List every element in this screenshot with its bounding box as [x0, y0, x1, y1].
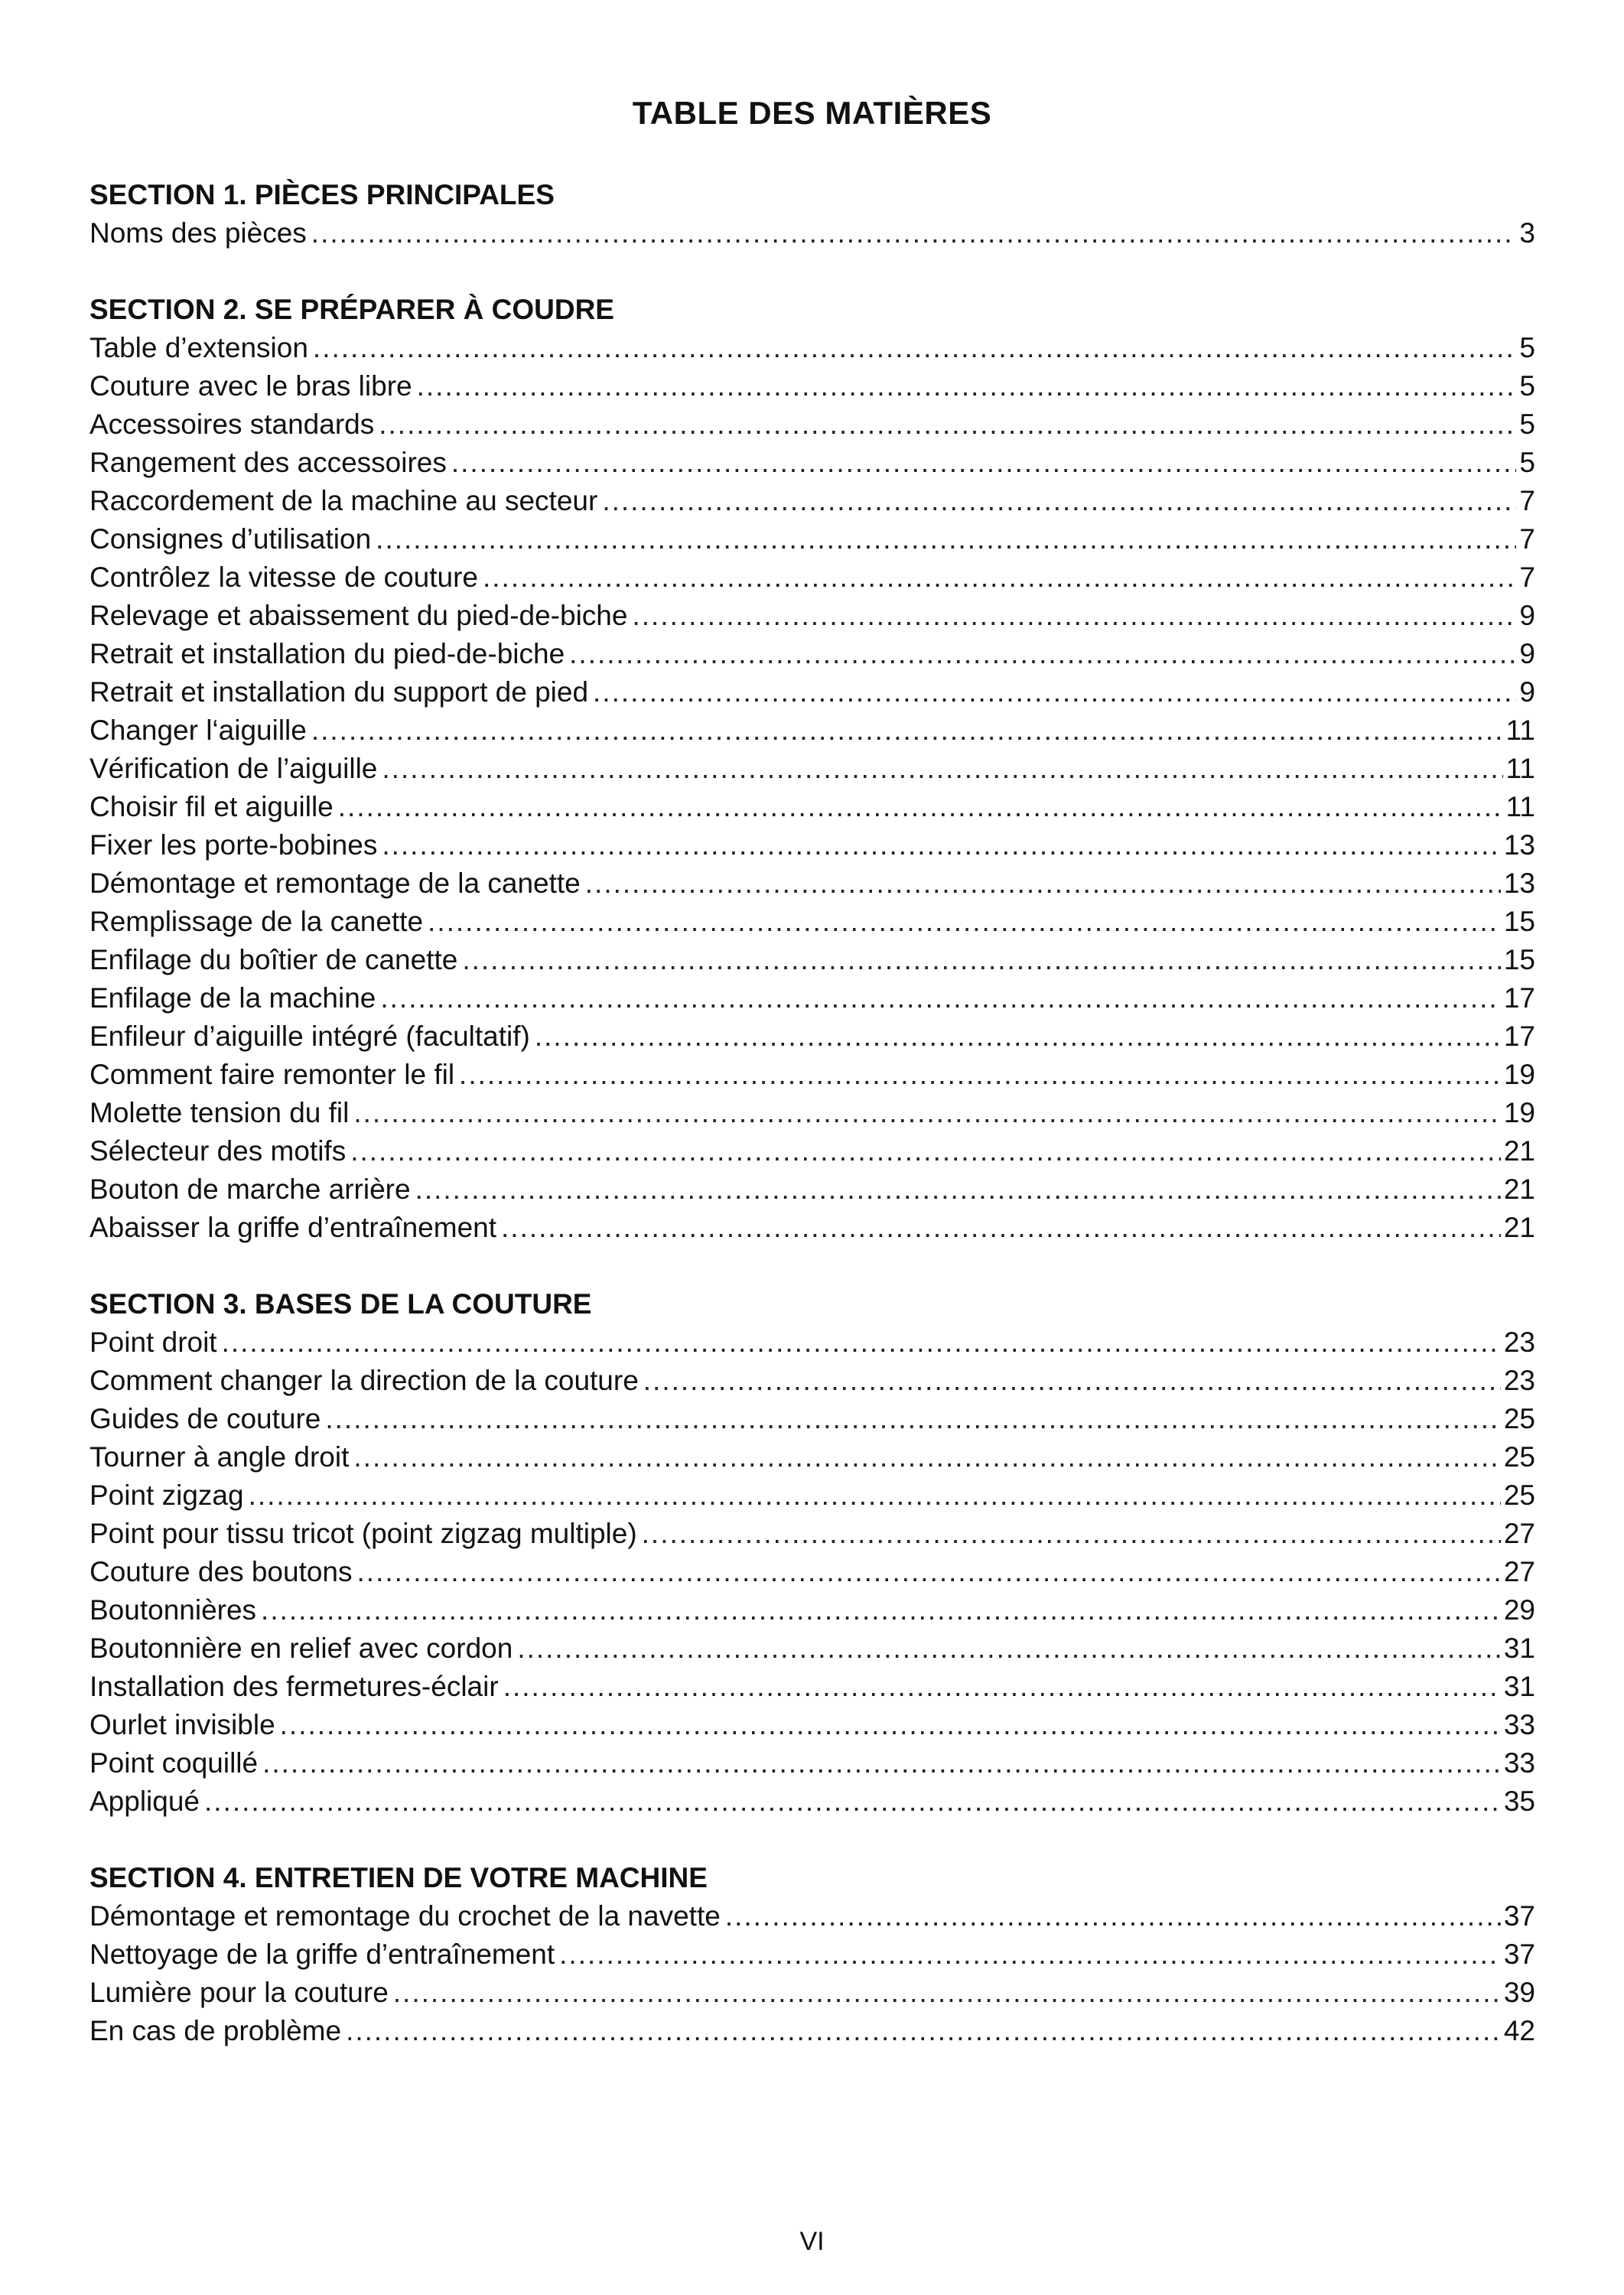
toc-entry-label: Retrait et installation du pied-de-biche	[89, 638, 565, 669]
toc-entry-label: Accessoires standards	[89, 409, 375, 440]
dot-leader	[325, 1400, 1500, 1438]
page-title: TABLE DES MATIÈRES	[632, 95, 992, 131]
toc-entry[interactable]	[89, 941, 1535, 979]
toc-entry-label: Point pour tissu tricot (point zigzag multiple)	[89, 1518, 637, 1549]
toc-entry-page-number: 7	[1519, 562, 1535, 593]
toc-entry[interactable]	[89, 673, 1535, 711]
toc-entry-label: Choisir fil et aiguille	[89, 791, 334, 822]
toc-entry-page-number: 5	[1519, 409, 1535, 440]
dot-leader	[417, 367, 1517, 405]
toc-entry-label: Vérification de l’aiguille	[89, 753, 378, 784]
toc-entry-label: Point zigzag	[89, 1480, 244, 1511]
toc-entry-label: Guides de couture	[89, 1403, 321, 1434]
toc-entry-label: Fixer les porte-bobines	[89, 829, 378, 861]
toc-entry[interactable]	[89, 558, 1535, 597]
dot-leader	[379, 405, 1516, 444]
toc-entry-label: Contrôlez la vitesse de couture	[89, 562, 478, 593]
toc-entry[interactable]	[89, 1629, 1535, 1668]
toc-entry-label: Point coquillé	[89, 1747, 259, 1779]
toc-entry-page-number: 17	[1503, 982, 1535, 1014]
toc-entry[interactable]	[89, 711, 1535, 750]
toc-entry-page-number: 37	[1503, 1900, 1535, 1932]
toc-entry-label: Ourlet invisible	[89, 1709, 275, 1740]
dot-leader	[382, 826, 1501, 864]
toc-entry[interactable]	[89, 2012, 1535, 2050]
toc-entry[interactable]	[89, 1400, 1535, 1438]
toc-entry-label: Raccordement de la machine au secteur	[89, 485, 598, 516]
toc-entry-page-number: 7	[1519, 485, 1535, 516]
toc-entry-page-number: 33	[1503, 1709, 1535, 1740]
toc-entry-page-number: 27	[1503, 1518, 1535, 1549]
toc-section	[89, 176, 1535, 252]
dot-leader	[382, 750, 1502, 788]
dot-leader	[350, 1132, 1501, 1170]
toc-entry[interactable]	[89, 1591, 1535, 1629]
toc-entry[interactable]	[89, 1515, 1535, 1553]
toc-entry-page-number: 11	[1505, 715, 1535, 746]
toc-entry[interactable]	[89, 405, 1535, 444]
dot-leader	[725, 1897, 1501, 1935]
toc-entry-label: Relevage et abaissement du pied-de-biche	[89, 600, 628, 631]
toc-entry-page-number: 29	[1503, 1594, 1535, 1626]
toc-entry-label: Comment faire remonter le fil	[89, 1059, 455, 1090]
dot-leader	[249, 1476, 1501, 1515]
dot-leader	[503, 1668, 1501, 1706]
toc-entry-label: Couture avec le bras libre	[89, 370, 412, 402]
toc-entry-page-number: 3	[1519, 217, 1535, 249]
toc-entry[interactable]	[89, 1782, 1535, 1821]
toc-entry-page-number: 9	[1519, 638, 1535, 669]
section-heading: SECTION 1. PIÈCES PRINCIPALES	[89, 179, 555, 210]
toc-entry[interactable]	[89, 1094, 1535, 1132]
toc-entry-page-number: 15	[1503, 906, 1535, 937]
toc-entry-page-number: 9	[1519, 600, 1535, 631]
dot-leader	[517, 1629, 1501, 1668]
toc-entry[interactable]	[89, 1935, 1535, 1974]
toc-entry-page-number: 13	[1503, 829, 1535, 861]
toc-entry[interactable]	[89, 1170, 1535, 1209]
toc-entry-label: Enfilage de la machine	[89, 982, 376, 1014]
dot-leader	[428, 903, 1501, 941]
toc-entry-label: En cas de problème	[89, 2015, 342, 2046]
toc-entry-page-number: 13	[1503, 868, 1535, 899]
dot-leader	[357, 1553, 1501, 1591]
toc-entry-label: Point droit	[89, 1327, 217, 1358]
toc-entry[interactable]	[89, 1897, 1535, 1935]
toc-entry-page-number: 37	[1503, 1939, 1535, 1970]
toc-entry[interactable]	[89, 1974, 1535, 2012]
toc-entry-label: Tourner à angle droit	[89, 1441, 350, 1473]
page-number: VI	[799, 2227, 825, 2256]
toc-entry-label: Couture des boutons	[89, 1556, 353, 1587]
dot-leader	[380, 979, 1500, 1017]
dot-leader	[311, 214, 1517, 252]
toc-entry[interactable]	[89, 1017, 1535, 1056]
toc-entry[interactable]	[89, 520, 1535, 558]
toc-entry-page-number: 31	[1503, 1633, 1535, 1664]
toc-entry-page-number: 11	[1505, 791, 1535, 822]
toc-entry[interactable]	[89, 1438, 1535, 1476]
toc-entry-label: Démontage et remontage du crochet de la navette	[89, 1900, 721, 1932]
toc-entry[interactable]	[89, 1323, 1535, 1362]
toc-entry[interactable]	[89, 1668, 1535, 1706]
dot-leader	[313, 329, 1517, 367]
toc-entry-label: Consignes d’utilisation	[89, 523, 372, 555]
toc-entry-page-number: 7	[1519, 523, 1535, 555]
toc-entry-page-number: 42	[1503, 2015, 1535, 2046]
toc-entry-page-number: 39	[1503, 1977, 1535, 2008]
toc-entry-label: Comment changer la direction de la couture	[89, 1365, 639, 1396]
toc-entry[interactable]	[89, 214, 1535, 252]
toc-entry[interactable]	[89, 1132, 1535, 1170]
dot-leader	[569, 635, 1516, 673]
toc-entry[interactable]	[89, 1209, 1535, 1247]
toc-entry-page-number: 27	[1503, 1556, 1535, 1587]
toc-entry[interactable]	[89, 1056, 1535, 1094]
dot-leader	[353, 1438, 1500, 1476]
toc-entry-page-number: 33	[1503, 1747, 1535, 1779]
toc-entry-page-number: 21	[1503, 1174, 1535, 1205]
toc-entry-page-number: 5	[1519, 370, 1535, 402]
toc-entry-label: Boutonnières	[89, 1594, 257, 1626]
dot-leader	[280, 1706, 1501, 1744]
toc-entry[interactable]	[89, 903, 1535, 941]
toc-entry-label: Bouton de marche arrière	[89, 1174, 411, 1205]
toc-entry-label: Sélecteur des motifs	[89, 1135, 347, 1167]
toc-entry[interactable]	[89, 367, 1535, 405]
section-heading: SECTION 2. SE PRÉPARER À COUDRE	[89, 294, 614, 325]
dot-leader	[593, 673, 1516, 711]
dot-leader	[222, 1323, 1501, 1362]
toc-entry-page-number: 31	[1503, 1671, 1535, 1702]
dot-leader	[535, 1017, 1501, 1056]
dot-leader	[585, 864, 1501, 903]
toc-entry[interactable]	[89, 635, 1535, 673]
dot-leader	[451, 444, 1517, 482]
toc-entry-page-number: 5	[1519, 447, 1535, 478]
toc-entry-page-number: 5	[1519, 332, 1535, 363]
dot-leader	[483, 558, 1516, 597]
toc-entry-label: Retrait et installation du support de pied	[89, 676, 589, 708]
toc-entry-label: Abaisser la griffe d’entraînement	[89, 1212, 497, 1243]
toc-entry-label: Installation des fermetures-éclair	[89, 1671, 499, 1702]
toc-entry-page-number: 25	[1503, 1403, 1535, 1434]
dot-leader	[642, 1515, 1501, 1553]
toc-entry-page-number: 9	[1519, 676, 1535, 708]
dot-leader	[204, 1782, 1501, 1821]
toc-entry-label: Remplissage de la canette	[89, 906, 424, 937]
toc-entry-label: Nettoyage de la griffe d’entraînement	[89, 1939, 555, 1970]
toc-entry-page-number: 17	[1503, 1021, 1535, 1052]
toc-entry[interactable]	[89, 444, 1535, 482]
dot-leader	[353, 1094, 1500, 1132]
toc-entry-label: Table d’extension	[89, 332, 308, 363]
dot-leader	[415, 1170, 1501, 1209]
dot-leader	[501, 1209, 1501, 1247]
dot-leader	[632, 597, 1516, 635]
dot-leader	[346, 2012, 1501, 2050]
toc-entry[interactable]	[89, 1744, 1535, 1782]
toc-entry-page-number: 21	[1503, 1212, 1535, 1243]
toc-entry-page-number: 25	[1503, 1441, 1535, 1473]
toc-entry-label: Rangement des accessoires	[89, 447, 447, 478]
toc-entry-label: Enfileur d’aiguille intégré (facultatif)	[89, 1021, 530, 1052]
toc-entry-label: Démontage et remontage de la canette	[89, 868, 581, 899]
toc-entry-page-number: 23	[1503, 1327, 1535, 1358]
toc-entry[interactable]	[89, 1706, 1535, 1744]
toc-section	[89, 291, 1535, 1247]
toc-entry[interactable]	[89, 788, 1535, 826]
dot-leader	[311, 711, 1503, 750]
dot-leader	[393, 1974, 1501, 2012]
toc-section	[89, 1285, 1535, 1821]
toc-entry[interactable]	[89, 864, 1535, 903]
toc-section	[89, 1859, 1535, 2050]
dot-leader	[376, 520, 1516, 558]
toc-entry[interactable]	[89, 826, 1535, 864]
toc-entry[interactable]	[89, 979, 1535, 1017]
toc-entry-page-number: 35	[1503, 1786, 1535, 1817]
dot-leader	[602, 482, 1516, 520]
dot-leader	[338, 788, 1503, 826]
toc-entry-label: Boutonnière en relief avec cordon	[89, 1633, 513, 1664]
toc-entry[interactable]	[89, 1362, 1535, 1400]
dot-leader	[262, 1744, 1501, 1782]
toc-entry[interactable]	[89, 1476, 1535, 1515]
toc-entry-page-number: 11	[1505, 753, 1535, 784]
toc-entry-label: Appliqué	[89, 1786, 200, 1817]
dot-leader	[643, 1362, 1501, 1400]
toc-entry-label: Noms des pièces	[89, 217, 307, 249]
dot-leader	[559, 1935, 1501, 1974]
toc-entry-label: Changer l‘aiguille	[89, 715, 307, 746]
toc-entry-label: Molette tension du fil	[89, 1097, 350, 1128]
section-heading: SECTION 4. ENTRETIEN DE VOTRE MACHINE	[89, 1862, 708, 1893]
toc-entry[interactable]	[89, 1553, 1535, 1591]
dot-leader	[261, 1591, 1501, 1629]
toc-entry-label: Lumière pour la couture	[89, 1977, 389, 2008]
toc-entry[interactable]	[89, 597, 1535, 635]
toc-entry-page-number: 19	[1503, 1059, 1535, 1090]
table-of-contents	[89, 176, 1535, 2088]
toc-entry[interactable]	[89, 329, 1535, 367]
toc-entry-page-number: 19	[1503, 1097, 1535, 1128]
dot-leader	[462, 941, 1501, 979]
toc-entry[interactable]	[89, 750, 1535, 788]
toc-entry[interactable]	[89, 482, 1535, 520]
dot-leader	[459, 1056, 1501, 1094]
toc-entry-page-number: 21	[1503, 1135, 1535, 1167]
toc-entry-page-number: 23	[1503, 1365, 1535, 1396]
toc-entry-page-number: 25	[1503, 1480, 1535, 1511]
toc-entry-label: Enfilage du boîtier de canette	[89, 944, 458, 975]
section-heading: SECTION 3. BASES DE LA COUTURE	[89, 1288, 592, 1320]
toc-entry-page-number: 15	[1503, 944, 1535, 975]
